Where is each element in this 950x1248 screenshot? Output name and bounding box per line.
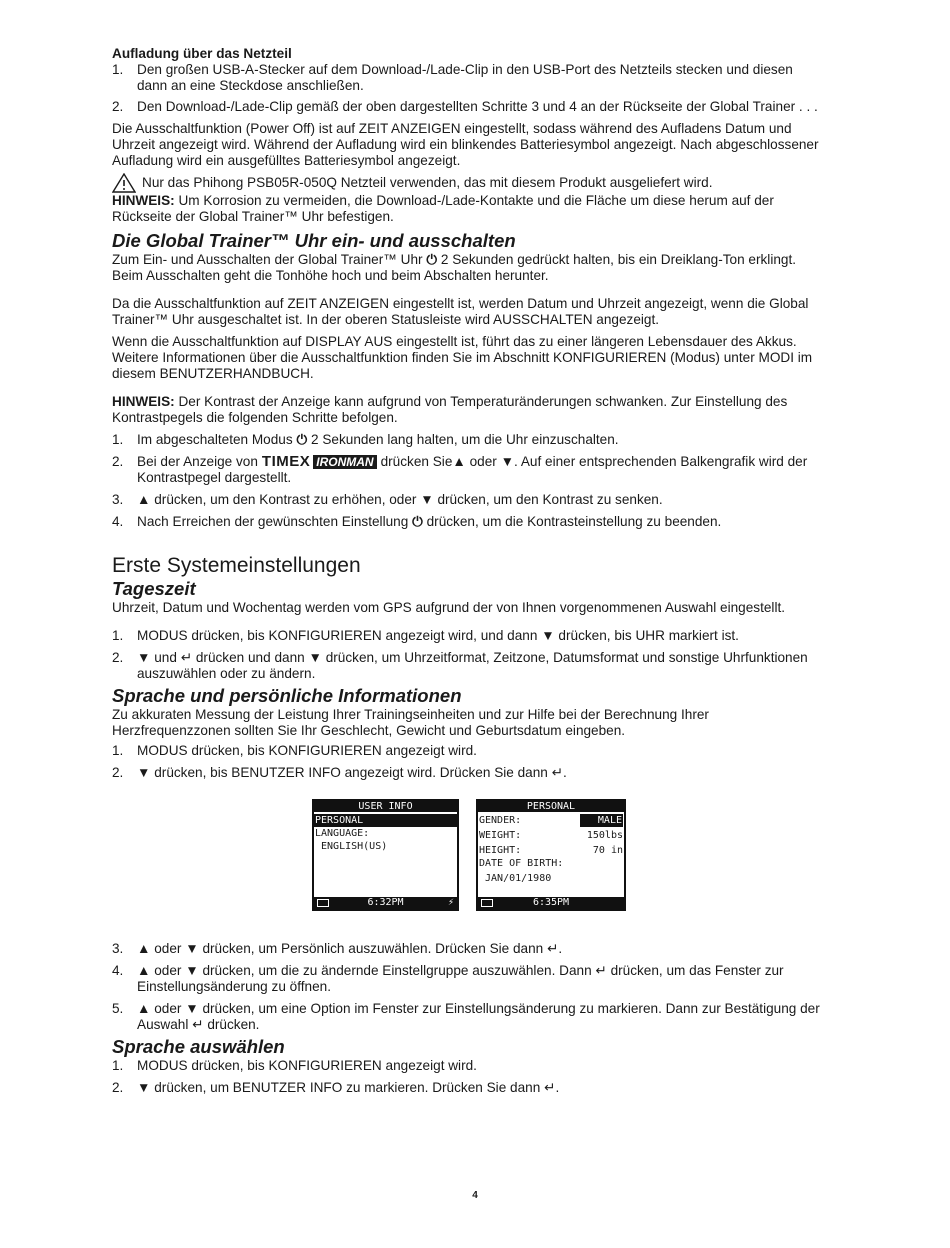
section-heading-charging: Aufladung über das Netzteil — [112, 46, 292, 61]
section-heading-power: Die Global Trainer™ Uhr ein- und ausschalten — [112, 230, 516, 251]
list-item: 1. MODUS drücken, bis KONFIGURIEREN angezeigt wird. — [112, 1058, 477, 1074]
power-icon: ⏻ — [296, 432, 308, 447]
satellite-icon: ⚡ — [447, 897, 454, 909]
list-item: 4. Nach Erreichen der gewünschten Einstellung ⏻ drücken, um die Kontrasteinstellung zu beenden. — [112, 514, 722, 530]
screen-line: DATE OF BIRTH: — [479, 858, 564, 870]
paragraph: Da die Ausschaltfunktion auf ZEIT ANZEIGEN eingestellt ist, werden Datum und Uhrzeit angezeigt, wenn die Global Trainer™ Uhr ausgeschaltet ist. In der oberen Statusleiste wird AUSSCHALTEN angezeigt. — [112, 296, 809, 327]
timex-ironman-logo: TIMEX IRONMAN — [262, 454, 377, 470]
subheading-select-language: Sprache auswählen — [112, 1036, 285, 1058]
screen-row-gender: GENDER: MALE — [479, 815, 622, 827]
screen-line: ENGLISH(US) — [315, 841, 388, 853]
list-item: 3. ▲ oder ▼ drücken, um Persönlich auszuwählen. Drücken Sie dann ↵. — [112, 941, 563, 957]
list-item: 2. ▼ drücken, bis BENUTZER INFO angezeigt wird. Drücken Sie dann ↵. — [112, 765, 567, 781]
power-icon: ⏻ — [426, 252, 438, 267]
screen-title: PERSONAL — [478, 801, 624, 812]
list-item: 1. Im abgeschalteten Modus ⏻ 2 Sekunden lang halten, um die Uhr einzuschalten. — [112, 432, 619, 447]
screen-line: JAN/01/1980 — [479, 873, 552, 885]
list-item: 4. ▲ oder ▼ drücken, um die zu ändernde Einstellgruppe auszuwählen. Dann ↵ drücken, um das Fenster zur Einstellungsänderung zu öffnen. — [112, 963, 784, 995]
section-title-setup: Erste Systemeinstellungen — [112, 554, 361, 578]
note: HINWEIS: Um Korrosion zu vermeiden, die Download-/Lade-Kontakte und die Fläche um diese herum auf der Rückseite der Global Trainer™ Uhr befestigen. — [112, 193, 774, 224]
list-item: 1. MODUS drücken, bis KONFIGURIEREN angezeigt wird, und dann ▼ drücken, bis UHR markiert ist. — [112, 628, 739, 644]
screen-selected-item: PERSONAL — [314, 814, 457, 827]
screen-status-bar — [314, 897, 457, 909]
list-item: 2. Bei der Anzeige von TIMEX IRONMAN drücken Sie▲ oder ▼. Auf einer entsprechenden Balkengrafik wird der Kontrastpegel dargestellt. — [112, 453, 808, 486]
page-number: 4 — [472, 1190, 478, 1201]
screen-line: LANGUAGE: — [315, 828, 370, 840]
language-steps — [112, 1058, 824, 1096]
screen-user-info — [312, 799, 459, 911]
screen-time: 6:35PM — [532, 897, 570, 909]
screen-row-height: HEIGHT: 70 in — [479, 845, 623, 857]
screen-title: USER INFO — [314, 801, 457, 812]
contrast-steps — [112, 432, 824, 530]
paragraph: Die Ausschaltfunktion (Power Off) ist auf ZEIT ANZEIGEN eingestellt, sodass während des Aufladens Datum und Uhrzeit angezeigt wird. Während der Aufladung wird ein blinkendes Batteriesymbol angezeigt. Nach abgeschlossener Aufladung wird ein ausgefülltes Batteriesymbol angezeigt. — [112, 121, 819, 168]
paragraph: Zu akkuraten Messung der Leistung Ihrer Trainingseinheiten und zur Hilfe bei der Berechnung Ihrer Herzfrequenzzonen sollten Sie Ihr Geschlecht, Gewicht und Geburtsdatum eingeben. — [112, 707, 709, 739]
charging-steps — [112, 62, 824, 115]
list-item: 2. Den Download-/Lade-Clip gemäß der oben dargestellten Schritte 3 und 4 an der Rückseite der Global Trainer . . . — [112, 99, 818, 114]
watch-screens — [112, 799, 824, 949]
screen-personal — [476, 799, 626, 911]
battery-icon — [317, 899, 329, 907]
warning-text: Nur das Phihong PSB05R-050Q Netzteil verwenden, das mit diesem Produkt ausgeliefert wird. — [142, 175, 713, 190]
paragraph: Wenn die Ausschaltfunktion auf DISPLAY AUS eingestellt ist, führt das zu einer längeren Lebensdauer des Akkus. Weitere Informationen über die Ausschaltfunktion finden Sie im Abschnitt KONFIGURIEREN (Modus) unter MODI im diesem BENUTZERHANDBUCH. — [112, 334, 813, 381]
battery-icon — [481, 899, 493, 907]
list-item: 1. Den großen USB-A-Stecker auf dem Download-/Lade-Clip in den USB-Port des Netzteils stecken und diesen dann an eine Steckdose anschließen. — [112, 62, 793, 93]
personal-steps — [112, 941, 824, 1033]
screen-time: 6:32PM — [367, 897, 404, 909]
warning-icon — [112, 173, 136, 193]
paragraph: Uhrzeit, Datum und Wochentag werden vom GPS aufgrund der von Ihnen vorgenommenen Auswahl eingestellt. — [112, 600, 786, 616]
power-icon: ⏻ — [412, 514, 423, 530]
note: HINWEIS: Der Kontrast der Anzeige kann aufgrund von Temperaturänderungen schwanken. Zur Einstellung des Kontrastpegels die folgenden Schritte befolgen. — [112, 394, 788, 425]
manual-page — [112, 46, 824, 1096]
user-info-steps — [112, 743, 824, 781]
list-item: 2. ▼ drücken, um BENUTZER INFO zu markieren. Drücken Sie dann ↵. — [112, 1080, 560, 1096]
list-item: 2. ▼ und ↵ drücken und dann ▼ drücken, um Uhrzeitformat, Zeitzone, Datumsformat und sonstige Uhrfunktionen auszuwählen oder zu ändern. — [112, 650, 808, 682]
screen-status-bar — [478, 897, 624, 909]
list-item: 5. ▲ oder ▼ drücken, um eine Option im Fenster zur Einstellungsänderung zu markieren. Dann zur Bestätigung der Auswahl ↵ drücken. — [112, 1001, 820, 1033]
list-item: 3. ▲ drücken, um den Kontrast zu erhöhen, oder ▼ drücken, um den Kontrast zu senken. — [112, 492, 663, 508]
paragraph: Zum Ein- und Ausschalten der Global Trainer™ Uhr ⏻ 2 Sekunden gedrückt halten, bis ein Dreiklang-Ton erklingt. Beim Ausschalten geht die Tonhöhe hoch und beim Abschalten herunter. — [112, 252, 797, 283]
subheading-time: Tageszeit — [112, 578, 196, 600]
screen-row-weight: WEIGHT: 150lbs — [479, 830, 623, 842]
time-steps — [112, 628, 824, 682]
subheading-language-personal: Sprache und persönliche Informationen — [112, 685, 462, 707]
warning-line — [112, 173, 824, 193]
list-item: 1. MODUS drücken, bis KONFIGURIEREN angezeigt wird. — [112, 743, 477, 759]
